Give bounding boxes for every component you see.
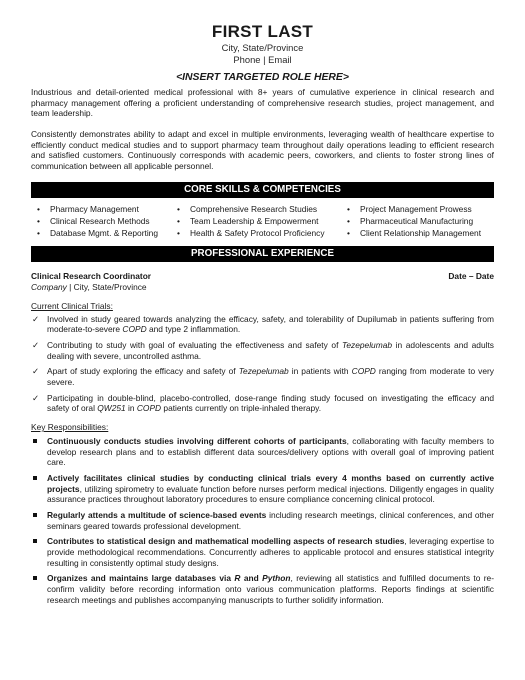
text-run: COPD <box>351 366 376 377</box>
text-run: Participating in double-blind, placebo-controlled, dose-range finding study focused on investigating the efficacy and safety of oral <box>47 392 494 414</box>
skill-item: • Comprehensive Research Studies <box>177 203 347 215</box>
text-run: , collaborating with faculty members to develop research plans and to establish different data sources/delivery options with overall goal of improving patient care. <box>47 436 494 468</box>
responsibility-item <box>31 510 494 531</box>
text-run: and type 2 inflammation. <box>146 324 241 335</box>
summary-paragraph-1: Industrious and detail-oriented medical professional with 8+ years of cumulative experience in clinical research and pharmacy management offering a proficient understanding of comprehensive research studies, project management, and team leadership. <box>31 87 494 119</box>
skill-item: • Client Relationship Management <box>347 227 494 239</box>
text-run: Involved in study geared towards analyzing the efficacy, safety, and tolerability of Dupilumab in patients suffering from moderate-to-severe <box>47 313 494 335</box>
square-bullet-icon <box>33 539 37 543</box>
trial-item <box>31 340 494 361</box>
text-run: Organizes and maintains large databases via <box>47 573 235 584</box>
text-run: Apart of study exploring the efficacy and safety of <box>47 366 239 377</box>
text-run: Python <box>262 573 291 584</box>
skill-item: • Health & Safety Protocol Proficiency <box>177 227 347 239</box>
text-run: QW251 <box>97 403 126 414</box>
text-run: Actively facilitates clinical studies by conducting clinical trials every 4 months based on currently active projects <box>47 473 494 494</box>
text-run: including research meetings, clinical conferences, and other seminars geared towards professional development. <box>47 510 495 531</box>
skills-section-heading: CORE SKILLS & COMPETENCIES <box>31 182 494 198</box>
trials-label: Current Clinical Trials: <box>31 300 113 311</box>
skill-item: • Pharmaceutical Manufacturing <box>347 215 494 227</box>
text-run: , utilizing spirometry to evaluate function before nurses perform medical injections. Diligently engages in quality assurance practices throughout laboratory procedures to ensure compliance concerning clinical protocol. <box>47 483 494 505</box>
responsibility-item <box>31 473 494 505</box>
candidate-name: FIRST LAST <box>211 22 314 41</box>
trials-list <box>31 314 494 414</box>
checkmark-icon: ✓ <box>32 340 40 351</box>
checkmark-icon: ✓ <box>32 366 40 377</box>
text-run: Continuously conducts studies involving different cohorts of participants <box>47 436 347 447</box>
skill-item: • Clinical Research Methods <box>37 215 177 227</box>
text-run: Tezepelumab <box>342 340 393 351</box>
text-run: , reviewing all statistics and fulfilled documents to re-confirm validity before recording information onto various communication platforms. Reports findings at scientific research meetings and publishes accompanying manuscripts to further solidify information. <box>47 573 494 605</box>
candidate-contact: Phone | Email <box>233 54 292 65</box>
job-header <box>31 271 494 282</box>
company-name: Company <box>31 281 67 292</box>
company-line <box>31 282 494 293</box>
targeted-role: <INSERT TARGETED ROLE HERE> <box>176 72 349 83</box>
skills-column-3 <box>347 203 494 239</box>
text-run: R <box>234 573 241 584</box>
square-bullet-icon <box>33 439 37 443</box>
text-run: Tezepelumab <box>238 366 289 377</box>
responsibilities-list <box>31 436 494 605</box>
resume-header <box>31 0 494 84</box>
skills-list <box>31 198 494 243</box>
trial-item <box>31 314 494 335</box>
trial-item <box>31 366 494 387</box>
summary-section <box>31 87 494 172</box>
skill-item: • Project Management Prowess <box>347 203 494 215</box>
text-run: in adolescents and adults dealing with severe, uncontrolled asthma. <box>47 340 494 361</box>
text-run: COPD <box>122 324 147 335</box>
skill-item: • Pharmacy Management <box>37 203 177 215</box>
job-entry <box>31 271 494 606</box>
text-run: COPD <box>136 403 162 414</box>
square-bullet-icon <box>33 476 37 480</box>
candidate-location: City, State/Province <box>221 42 304 53</box>
responsibility-item <box>31 436 494 468</box>
responsibility-item <box>31 573 494 605</box>
text-run: in patients with <box>288 366 352 377</box>
square-bullet-icon <box>33 513 37 517</box>
skill-item: • Database Mgmt. & Reporting <box>37 227 177 239</box>
checkmark-icon: ✓ <box>32 313 40 324</box>
text-run: Contributing to study with goal of evaluating the effectiveness and safety of <box>47 340 343 351</box>
job-dates: Date – Date <box>448 270 494 281</box>
text-run: Regularly attends a multitude of science-based events <box>47 510 267 521</box>
text-run: and <box>240 573 263 584</box>
skills-column-2 <box>177 203 347 239</box>
company-location: | City, State/Province <box>66 281 147 292</box>
skills-column-1 <box>37 203 177 239</box>
text-run: patients currently on triple-inhaled therapy. <box>161 403 322 414</box>
square-bullet-icon <box>33 576 37 580</box>
job-title: Clinical Research Coordinator <box>31 270 152 281</box>
responsibilities-label: Key Responsibilities: <box>31 422 109 433</box>
responsibility-item <box>31 536 494 568</box>
checkmark-icon: ✓ <box>32 392 40 403</box>
experience-section-heading: PROFESSIONAL EXPERIENCE <box>31 246 494 262</box>
trial-item <box>31 393 494 414</box>
text-run: in <box>125 403 137 414</box>
text-run: , leveraging expertise to provide methodological recommendations. Concurrently adheres to applicable protocol and ensures statistical integrity resulting in consistently optimal study designs. <box>47 536 494 568</box>
skill-item: • Team Leadership & Empowerment <box>177 215 347 227</box>
text-run: ranging from moderate to very severe. <box>47 366 494 388</box>
text-run: Contributes to statistical design and mathematical modelling aspects of research studies <box>47 536 405 547</box>
summary-paragraph-2: Consistently demonstrates ability to adapt and excel in multiple environments, leveraging wealth of healthcare expertise to efficiently conduct medical studies and to support pharmacy team throughout daily operations leading to efficient research and satisfied customers. Continuously corresponds with academic peers, coworkers, and clients to foster strong lines of communication between all applicable personnel. <box>31 129 494 172</box>
